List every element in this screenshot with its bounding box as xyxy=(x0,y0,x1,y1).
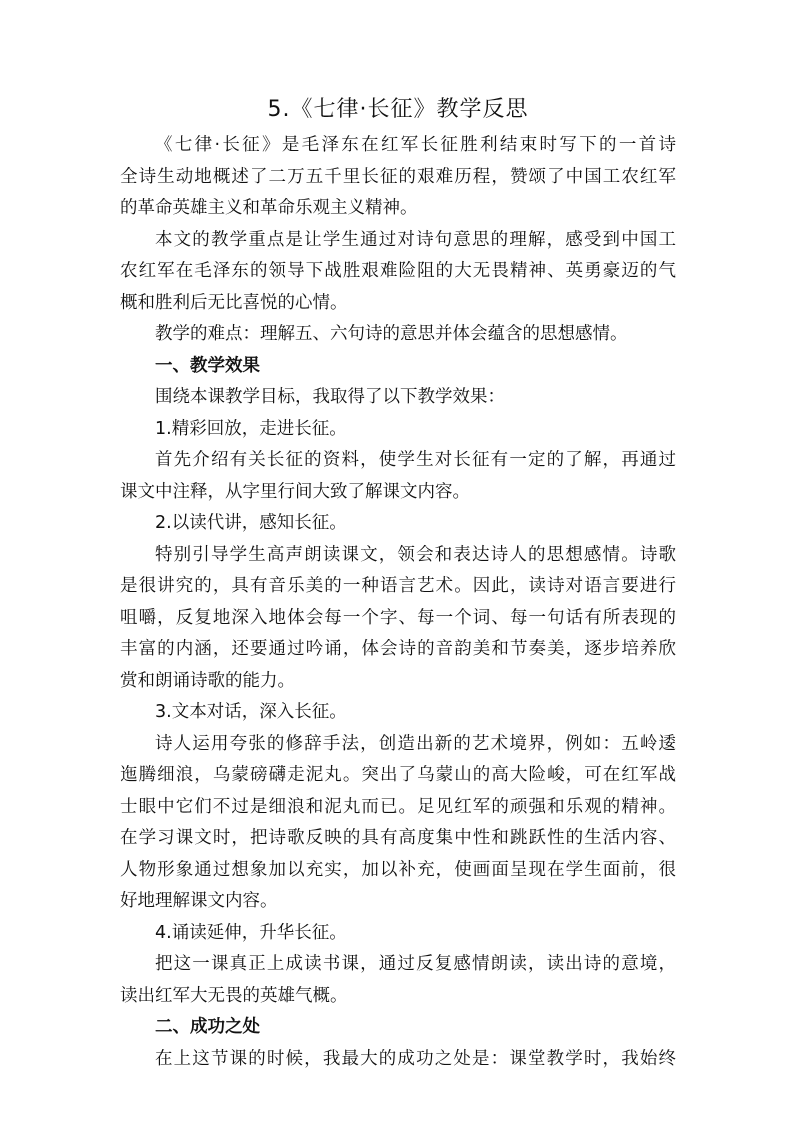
text-line: 全诗生动地概述了二万五千里长征的艰难历程，赞颂了中国工农红军 xyxy=(120,166,676,187)
section-heading: 二、成功之处 xyxy=(155,1017,260,1037)
text-line: 概和胜利后无比喜悦的心情。 xyxy=(120,292,348,313)
text-line: 2.以读代讲，感知长征。 xyxy=(155,513,347,533)
text-line: 咀嚼，反复地深入地体会每一个字、每一个词、每一句话有所表现的 xyxy=(120,607,676,628)
text-line: 好地理解课文内容。 xyxy=(120,891,278,911)
text-line: 士眼中它们不过是细浪和泥丸而已。足见红军的顽强和乐观的精神。 xyxy=(120,796,676,817)
section-heading: 一、教学效果 xyxy=(155,355,260,376)
text-line: 1.精彩回放，走进长征。 xyxy=(155,418,347,439)
text-line: 是很讲究的，具有音乐美的一种语言艺术。因此，读诗对语言要进行 xyxy=(120,576,676,596)
text-line: 丰富的内涵，还要通过吟诵，体会诗的音韵美和节奏美，逐步培养欣 xyxy=(120,639,676,659)
text-line: 的革命英雄主义和革命乐观主义精神。 xyxy=(120,198,418,218)
text-line: 迤腾细浪，乌蒙磅礴走泥丸。突出了乌蒙山的高大险峻，可在红军战 xyxy=(120,765,676,785)
text-line: 特别引导学生高声朗读课文，领会和表达诗人的思想感情。诗歌 xyxy=(155,544,676,565)
text-line: 课文中注释，从字里行间大致了解课文内容。 xyxy=(120,481,470,502)
text-line: 读出红军大无畏的英雄气概。 xyxy=(120,985,348,1006)
text-line: 首先介绍有关长征的资料，使学生对长征有一定的了解，再通过 xyxy=(155,450,676,470)
text-line: 《七律·长征》是毛泽东在红军长征胜利结束时写下的一首诗 xyxy=(155,135,676,155)
text-line: 本文的教学重点是让学生通过对诗句意思的理解，感受到中国工 xyxy=(155,229,676,250)
text-line: 农红军在毛泽东的领导下战胜艰难险阻的大无畏精神、英勇豪迈的气 xyxy=(120,261,676,281)
text-line: 把这一课真正上成读书课，通过反复感情朗读，读出诗的意境， xyxy=(155,954,676,974)
text-line: 围绕本课教学目标，我取得了以下教学效果： xyxy=(155,387,505,407)
text-line: 3.文本对话，深入长征。 xyxy=(155,702,347,722)
text-line: 赏和朗诵诗歌的能力。 xyxy=(120,670,295,691)
text-line: 在学习课文时，把诗歌反映的具有高度集中性和跳跃性的生活内容、 xyxy=(120,828,676,848)
text-line: 4.诵读延伸，升华长征。 xyxy=(155,922,347,943)
document-body xyxy=(120,130,676,1075)
text-line: 在上这节课的时候，我最大的成功之处是：课堂教学时，我始终 xyxy=(155,1048,676,1069)
document-title: 5.《七律·长征》教学反思 xyxy=(267,97,529,122)
text-line: 人物形象通过想象加以充实，加以补充，使画面呈现在学生面前，很 xyxy=(120,859,676,880)
document-page xyxy=(120,90,676,1075)
text-line: 诗人运用夸张的修辞手法，创造出新的艺术境界，例如：五岭逶 xyxy=(155,733,676,754)
text-line: 教学的难点：理解五、六句诗的意思并体会蕴含的思想感情。 xyxy=(155,324,628,344)
